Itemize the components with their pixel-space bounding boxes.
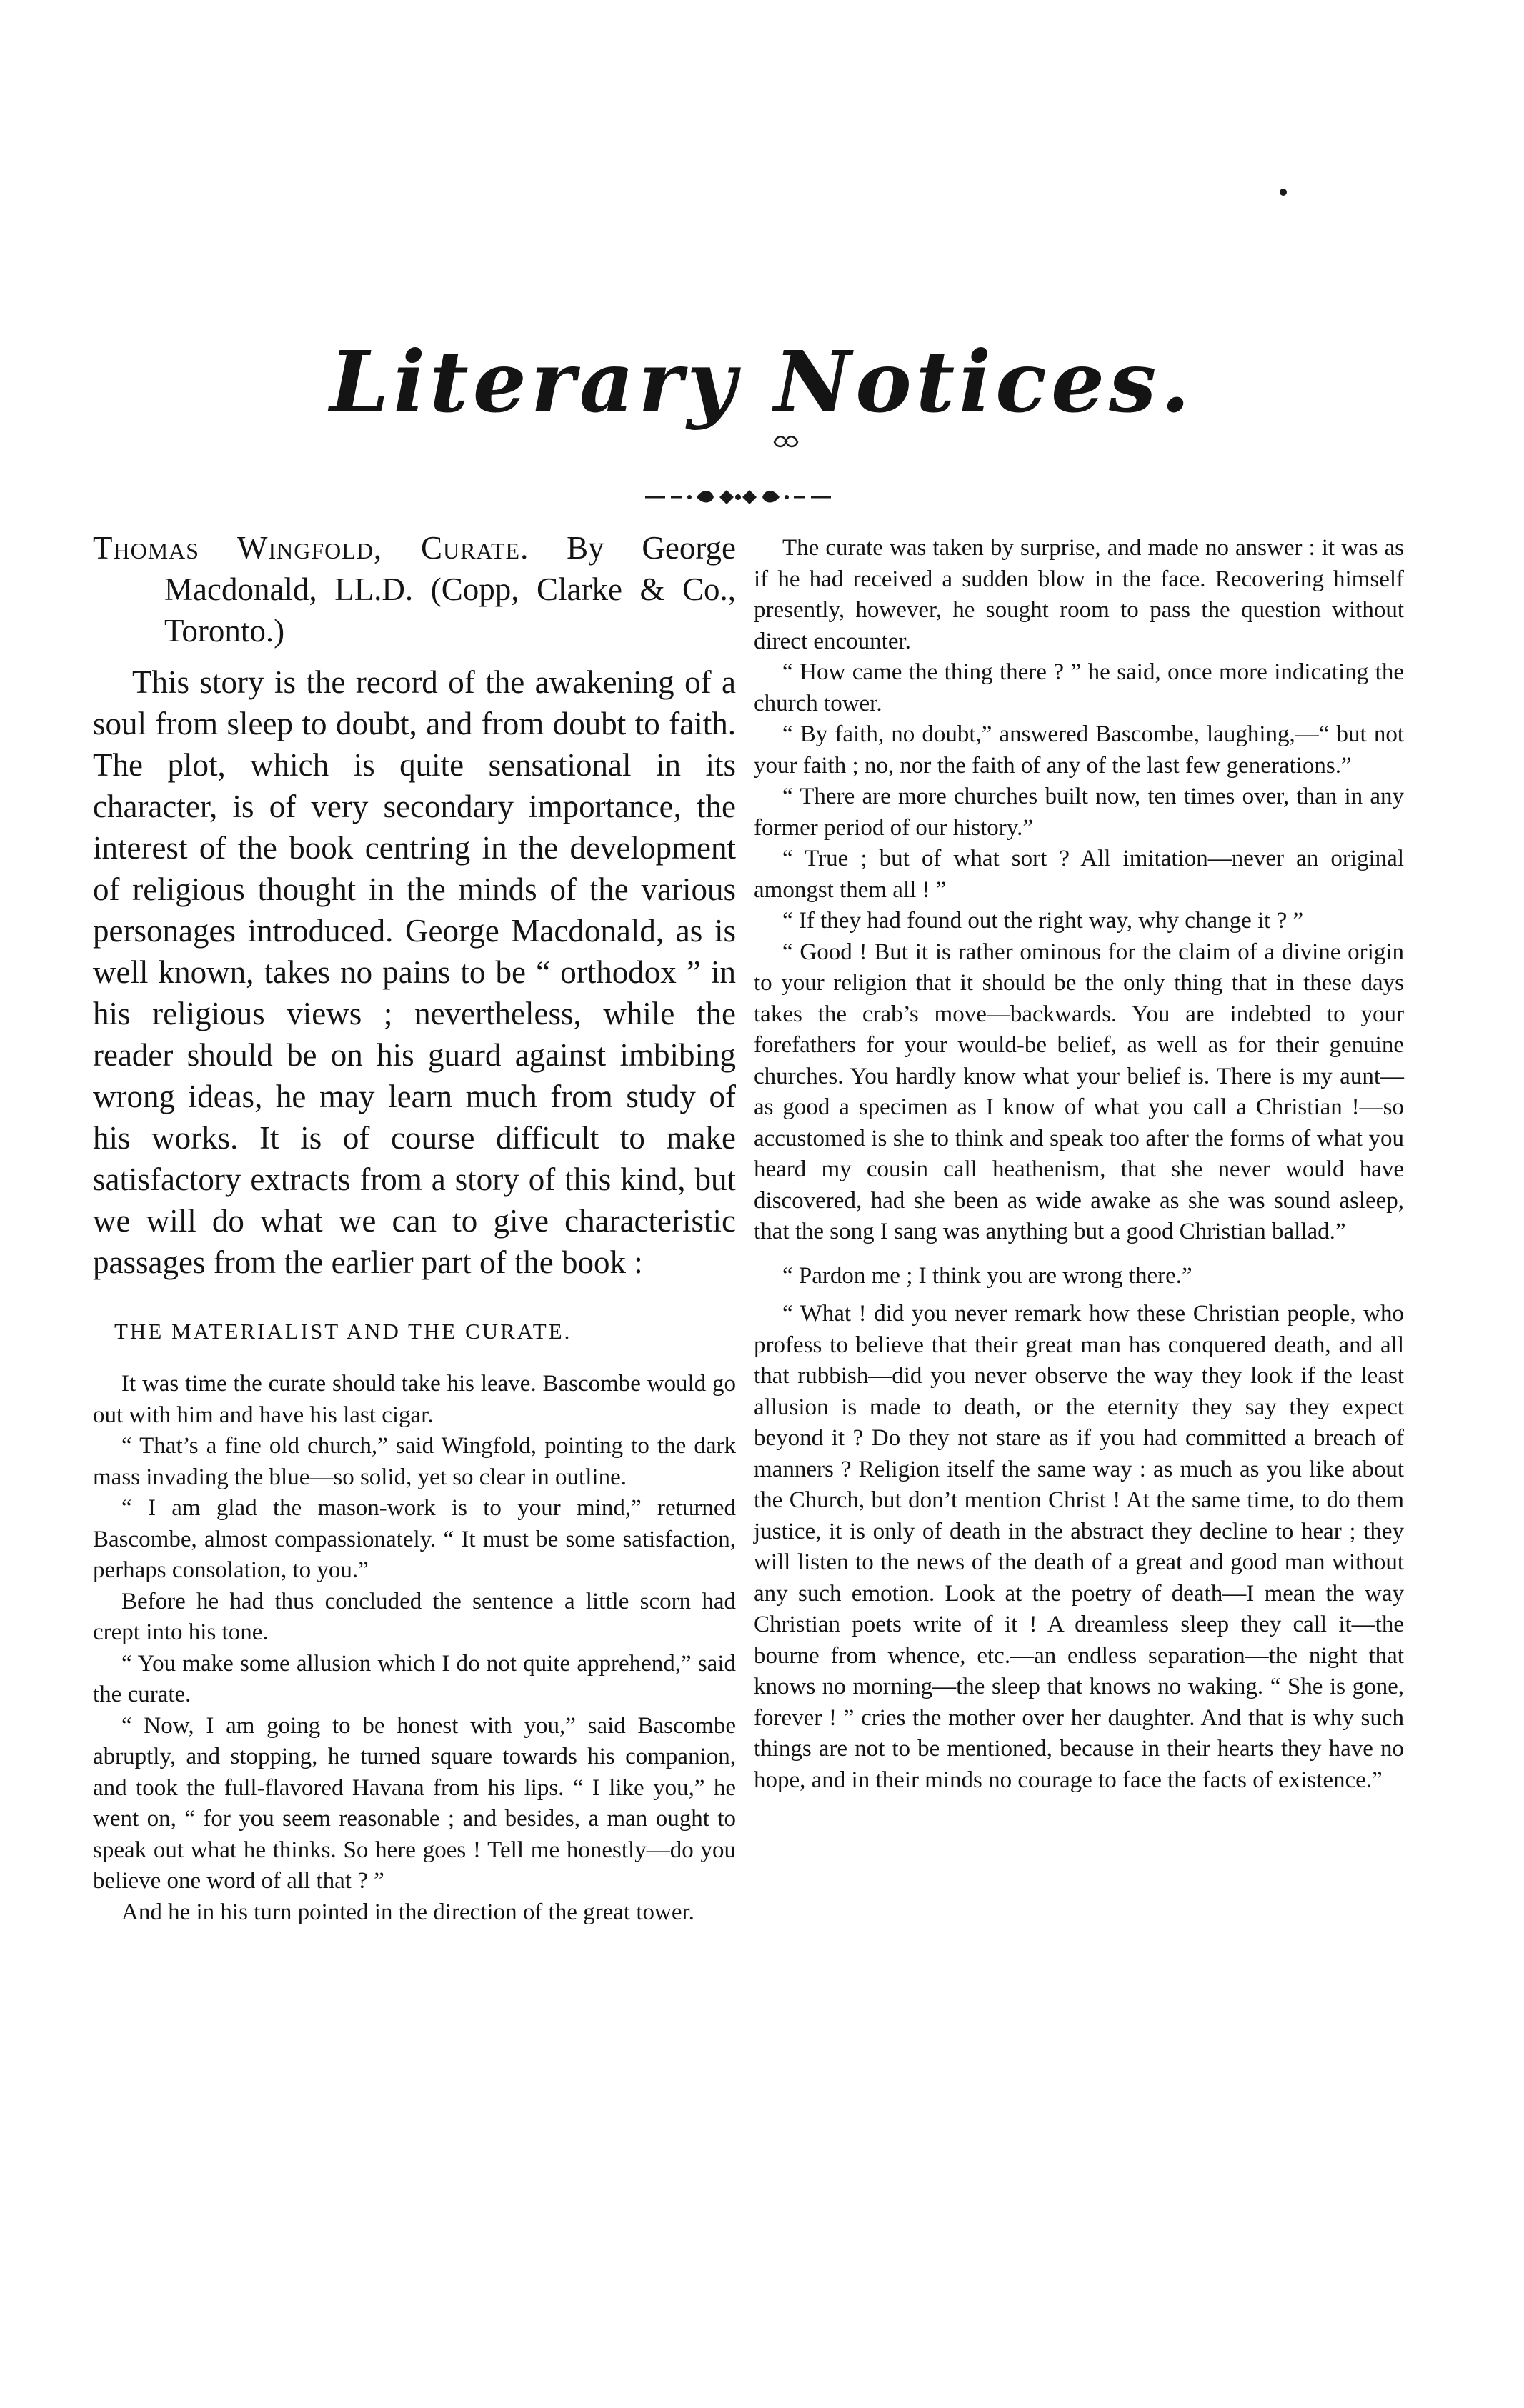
- scroll-flourish-icon: [772, 432, 800, 449]
- excerpt-body: [93, 1369, 736, 1928]
- excerpt-paragraph: “ What ! did you never remark how these Christian people, who profess to believe that their great man has conquered death, and all that rubbish—did you never observe the way they look if the least allusion is made to death, or the eternity they say they expect beyond it ? Do they not stare as if you had committed a breach of manners ? Religion itself the same way : as much as you like about the Church, but don’t mention Christ ! At the same time, to do them justice, it is only of death in the abstract they decline to hear ; they will listen to the news of the death of a great and good man without any such emotion. Look at the poetry of death—I mean the way Christian poets write of it ! A dreamless sleep they call it—the bourne from whence, etc.—an endless separation—the night that knows no morning—the sleep that knows no waking. “ She is gone, forever ! ” cries the mother over her daughter. And that is why such things are not to be mentioned, because in their hearts they have no hope, and in their minds no courage to face the facts of existence.”: [754, 1301, 1404, 1793]
- right-column: [754, 533, 1404, 1796]
- excerpt-paragraph: It was time the curate should take his leave. Bascombe would go out with him and have his last cigar.: [93, 1371, 736, 1428]
- excerpt-paragraph: “ You make some allusion which I do not quite apprehend,” said the curate.: [93, 1650, 736, 1707]
- excerpt-paragraph: The curate was taken by surprise, and made no answer : it was as if he had received a sudden blow in the face. Recovering himself presently, however, he sought room to pass the question without direct encounter.: [754, 535, 1404, 654]
- excerpt-paragraph: And he in his turn pointed in the direction of the great tower.: [121, 1899, 694, 1925]
- review-heading: [93, 527, 736, 651]
- ink-speck: [1280, 189, 1287, 196]
- excerpt-paragraph: “ I am glad the mason-work is to your mind,” returned Bascombe, almost compassionately. “ It must be some satisfaction, perhaps consolation, to you.”: [93, 1495, 736, 1583]
- review-intro: This story is the record of the awakening of a soul from sleep to doubt, and from doubt to faith. The plot, which is quite sensational in its character, is of very secondary importance, the interest of the book centring in the development of religious thought in the minds of the various personages introduced. George Macdonald, as is well known, takes no pains to be “ orthodox ” in his religious views ; nevertheless, while the reader should be on his guard against imbibing wrong ideas, he may learn much from study of his works. It is of course difficult to make satisfactory extracts from a story of this kind, but we will do what we can to give characteristic passages from the earlier part of the book :: [93, 664, 736, 1280]
- page-title: Literary Notices.: [329, 332, 1195, 431]
- ornamental-rule-icon: [645, 487, 831, 506]
- excerpt-paragraph: “ Pardon me ; I think you are wrong there.”: [782, 1262, 1192, 1289]
- excerpt-paragraph: “ There are more churches built now, ten times over, than in any former period of our history.”: [754, 784, 1404, 841]
- excerpt-paragraph: “ True ; but of what sort ? All imitation—never an original amongst them all ! ”: [754, 846, 1404, 903]
- left-column: [93, 527, 736, 1928]
- book-title: Thomas Wingfold, Curate.: [93, 530, 529, 566]
- excerpt-paragraph: Before he had thus concluded the sentence a little scorn had crept into his tone.: [93, 1588, 736, 1645]
- excerpt-heading: THE MATERIALIST AND THE CURATE.: [114, 1319, 572, 1344]
- excerpt-paragraph: “ That’s a fine old church,” said Wingfold, pointing to the dark mass invading the blue—so solid, yet so clear in outline.: [93, 1433, 736, 1490]
- excerpt-paragraph: “ Now, I am going to be honest with you,” said Bascombe abruptly, and stopping, he turned square towards his companion, and took the full-flavored Havana from his lips. “ I like you,” he went on, “ for you seem reasonable ; and besides, a man ought to speak out what he thinks. So here goes ! Tell me honestly—do you believe one word of all that ? ”: [93, 1712, 736, 1894]
- excerpt-paragraph: “ If they had found out the right way, why change it ? ”: [782, 908, 1304, 934]
- excerpt-paragraph: “ By faith, no doubt,” answered Bascombe, laughing,—“ but not your faith ; no, nor the faith of any of the last few generations.”: [754, 721, 1404, 779]
- book-byline: By George Macdonald, LL.D. (Copp, Clarke & Co., Toronto.): [164, 530, 736, 649]
- excerpt-paragraph: “ How came the thing there ? ” he said, once more indicating the church tower.: [754, 659, 1404, 716]
- excerpt-paragraph: “ Good ! But it is rather ominous for the claim of a divine origin to your religion that it should be the only thing that in these days takes the crab’s move—backwards. You are indebted to your forefathers for your would-be belief, as well as for their genuine churches. You hardly know what your belief is. There is my aunt—as good a specimen as I know of what you call a Christian !—so accustomed is she to think and speak too after the forms of what you heard my cousin call heathenism, that she never would have discovered, had she been as wide awake as she was sound asleep, that the song I sang was anything but a good Christian ballad.”: [754, 939, 1404, 1244]
